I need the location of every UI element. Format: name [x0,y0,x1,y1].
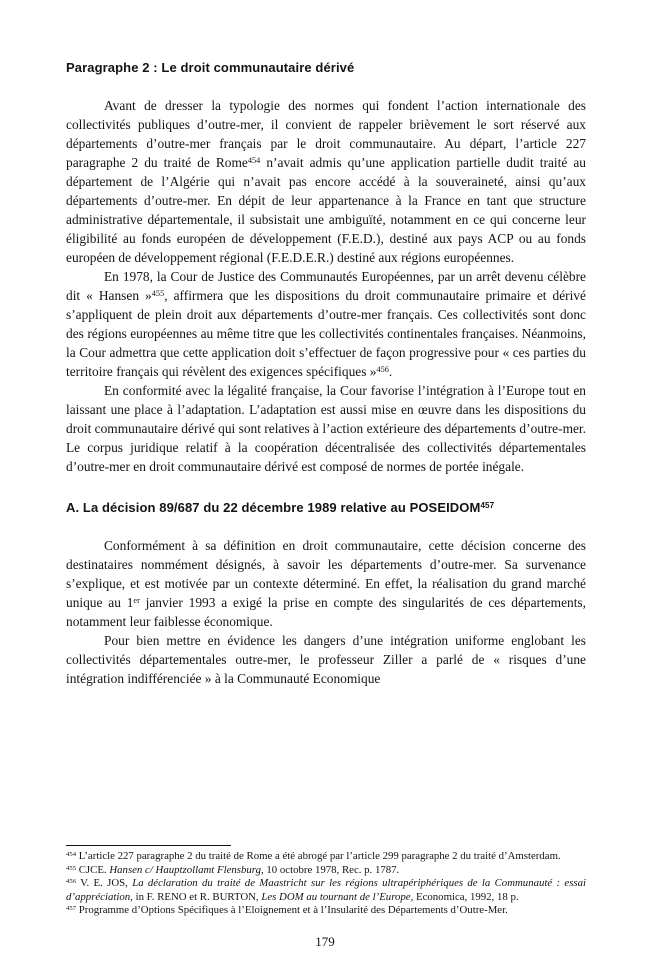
footnote-separator-rule [66,845,231,846]
footnote-457: $^{457}$ Programme d’Options Spécifiques à l’Eloignement et à l’Insularité des Départements d’Outre-Mer. [66,904,508,917]
paragraph-1: Avant de dresser la typologie des normes qui fondent l’action internationale des collectivités publiques d’outre-mer, il convient de rappeler brièvement le sort réservé aux départements d’outre-mer français par le droit communautaire. Au départ, l’article 227 paragraphe 2 du traité de Rome$^{454}$ n’avait admis qu’une application partielle dudit traité au département de l’Algérie qui n’avait pas encore accédé à la souveraineté, ainsi qu’aux départements d’outre-mer. En dépit de leur appartenance à la France en tant que structure administrative départementale, il subsistait une ambiguïté, notamment en ce qui concerne leur éligibilité au fonds européen de développement (F.E.D.), destiné aux pays ACP ou au fonds européen de développement régional (F.E.D.E.R.) destiné aux régions européennes. [66,98,586,265]
footnote-455: $^{455}$ CJCE. Hansen c/ Hauptzollamt Flensburg, 10 octobre 1978, Rec. p. 1787. [66,863,400,876]
paragraph-4: Conformément à sa définition en droit communautaire, cette décision concerne des destinataires nommément désignés, à savoir les départements d’outre-mer. Sa survenance s’explique, et est motivée par un contexte déterminé. En effet, la réalisation du grand marché unique au 1er janvier 1993 a exigé la prise en compte des singularités de ces départements, notamment leur faiblesse économique. [66,538,586,629]
footnote-454: $^{454}$ L’article 227 paragraphe 2 du traité de Rome a été abrogé par l’article 299 paragraphe 2 du traité d’Amsterdam. [66,850,561,863]
paragraph-5: Pour bien mettre en évidence les dangers d’une intégration uniforme englobant les collectivités départementales outre-mer, le professeur Ziller a parlé de « risques d’une intégration indifférenciée » à la Communauté Economique [66,633,586,686]
section-a-heading: A. La décision 89/687 du 22 décembre 1989 relative au POSEIDOM$^{457}$ [66,500,495,515]
paragraph-2: En 1978, la Cour de Justice des Communautés Européennes, par un arrêt devenu célèbre dit « Hansen »$^{455}$, affirmera que les dispositions du droit communautaire primaire et dérivé s’appliquent de plein droit aux départements d’outre-mer français. Ces collectivités sont donc des régions européennes au même titre que les collectivités continentales françaises. Néanmoins, la Cour admettra que cette application doit s’effectuer de façon progressive pour « ces parties du territoire français qui révèlent des exigences spécifiques »$^{456}$. [66,269,587,379]
paragraph-3: En conformité avec la légalité française, la Cour favorise l’intégration à l’Europe tout en laissant une place à l’adaptation. L’adaptation est aussi mise en œuvre dans les dispositions du droit communautaire dérivé qui sont relatives à l’action extérieure des départements d’outre-mer. Le corpus juridique relatif à la coopération décentralisée des collectivités départementales d’outre-mer en droit communautaire dérivé est composé de normes de portée inégale. [66,383,586,474]
paragraphe-2-heading: Paragraphe 2 : Le droit communautaire dérivé [66,60,355,75]
footnotes-block [66,845,586,918]
page-number: 179 [315,934,335,949]
footnote-456: $^{456}$ V. E. JOS, La déclaration du traité de Maastricht sur les régions ultrapériphériques de la Communauté : essai d’appréciation, in F. RENO et R. BURTON, Les DOM au tournant de l’Europe, Economica, 1992, 18 p. [66,877,586,903]
